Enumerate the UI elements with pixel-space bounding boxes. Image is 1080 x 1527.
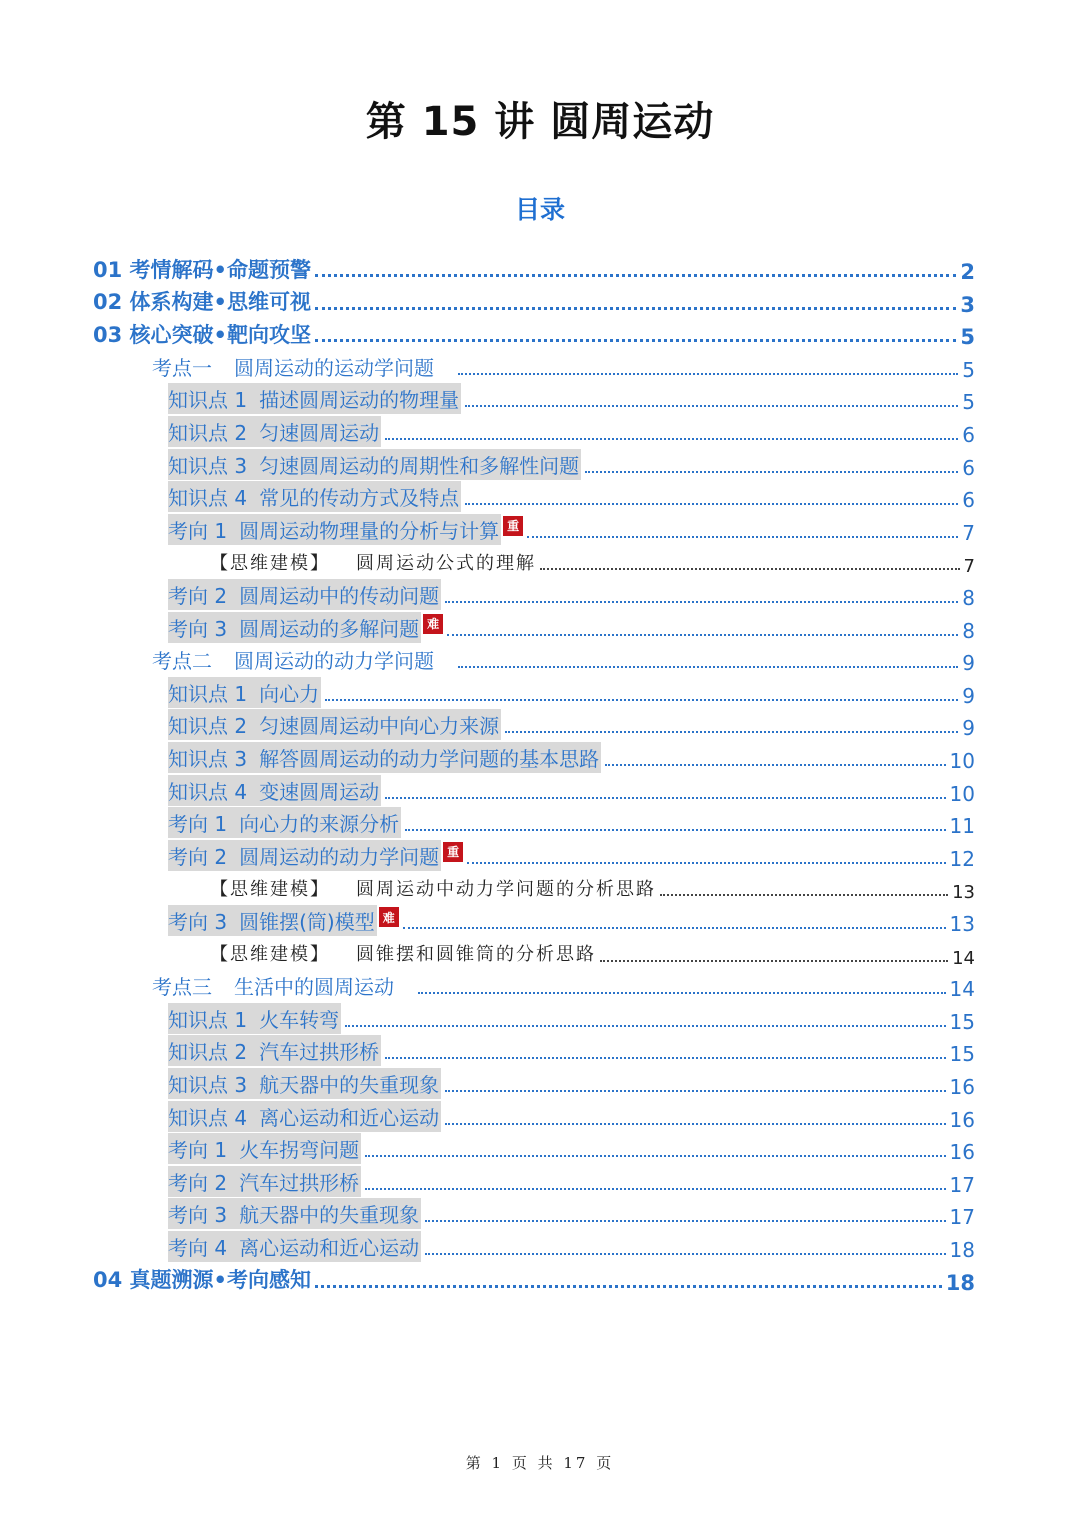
toc-entry-label [210, 938, 596, 969]
toc-page-number: 2 [960, 260, 975, 284]
toc-page-number: 8 [962, 618, 975, 643]
dot-leader [585, 471, 958, 473]
toc-entry-text: 圆周运动中的传动问题 [239, 584, 440, 608]
toc-entry-label [168, 1133, 361, 1164]
toc-entry-text: 火车转弯 [259, 1007, 340, 1032]
toc-entry[interactable] [168, 416, 975, 447]
dot-leader [445, 1123, 945, 1125]
toc-entry-text: 汽车过拱形桥 [259, 1040, 380, 1065]
toc-entry-label [168, 905, 377, 936]
dot-leader [447, 634, 958, 636]
toc-entry-text: 圆锥摆和圆锥筒的分析思路 [356, 944, 596, 966]
toc-entry-label [168, 807, 401, 838]
dot-leader [365, 1188, 945, 1190]
toc-entry-label [93, 1264, 311, 1295]
badge-icon: 重 [443, 842, 463, 862]
toc-entry-text: 火车拐弯问题 [239, 1138, 360, 1163]
dot-leader [385, 797, 945, 799]
dot-leader [540, 568, 960, 570]
toc-page-number: 13 [949, 912, 975, 936]
toc-entry-number: 考点一 [152, 355, 212, 380]
toc-entry-number: 知识点 3 [168, 1073, 248, 1097]
toc-model-entry[interactable] [210, 938, 975, 969]
toc-page-number: 10 [949, 749, 975, 773]
toc-entry-text: 匀速圆周运动中向心力来源 [259, 714, 500, 739]
toc-entry[interactable] [168, 579, 975, 610]
toc-entry-text: 汽车过拱形桥 [239, 1170, 360, 1195]
dot-leader [365, 1155, 945, 1157]
toc-entry-number: 知识点 4 [168, 779, 248, 804]
toc-entry[interactable] [168, 677, 975, 708]
toc-entry-number: 考向 3 [168, 1203, 228, 1228]
toc-entry-label [168, 1101, 441, 1132]
toc-entry-text: 圆周运动的多解问题 [239, 616, 420, 641]
toc-page-number: 11 [949, 814, 975, 839]
toc-entry-number: 知识点 2 [168, 714, 248, 739]
toc-entry-label [152, 644, 434, 675]
toc-entry-text: 圆周运动的动力学问题 [234, 649, 434, 674]
toc-entry-text: 解答圆周运动的动力学问题的基本思路 [259, 747, 600, 771]
dot-leader [660, 894, 948, 896]
toc-page-number: 17 [949, 1172, 975, 1197]
toc-entry-number: 知识点 4 [168, 1105, 248, 1130]
toc-entry-label [168, 1166, 361, 1197]
toc-entry-number: 【思维建模】 [210, 552, 330, 574]
toc-entry-label [168, 416, 381, 447]
toc-entry-text: 向心力 [259, 681, 320, 706]
toc-entry-text: 航天器中的失重现象 [239, 1203, 420, 1228]
toc-entry-label [168, 579, 441, 610]
toc-entry-label [168, 449, 581, 480]
toc-model-entry[interactable] [210, 546, 975, 577]
toc-entry-number: 考向 2 [168, 584, 228, 608]
toc-entry-text: 向心力的来源分析 [239, 812, 400, 837]
toc-entry[interactable] [168, 1003, 975, 1034]
toc-entry-number: 知识点 1 [168, 681, 248, 706]
toc-entry-number: 知识点 1 [168, 388, 248, 413]
toc-entry[interactable] [168, 840, 975, 871]
dot-leader [467, 862, 945, 864]
toc-entry-number: 【思维建模】 [210, 878, 330, 900]
toc-entry-label [168, 1035, 381, 1066]
toc-entry-label [210, 872, 656, 903]
dot-leader [325, 699, 958, 701]
toc-entry-number: 知识点 3 [168, 747, 248, 771]
toc-entry-label [168, 1198, 421, 1229]
toc-page-number: 8 [962, 586, 975, 610]
toc-entry-text: 描述圆周运动的物理量 [259, 388, 460, 413]
dot-leader [315, 339, 956, 342]
toc-page-number: 6 [962, 488, 975, 513]
dot-leader [385, 438, 958, 440]
toc-page-number: 6 [962, 455, 975, 480]
dot-leader [345, 1025, 945, 1027]
toc-entry-label [152, 351, 434, 382]
dot-leader [600, 960, 948, 962]
toc-entry-text: 03 核心突破•靶向攻坚 [93, 322, 311, 347]
dot-leader [315, 274, 956, 277]
toc-entry[interactable] [152, 644, 975, 675]
toc-entry-number: 考向 4 [168, 1236, 228, 1260]
toc-entry-text: 离心运动和近心运动 [259, 1105, 440, 1130]
toc-entry[interactable] [168, 514, 975, 545]
toc-entry-text: 圆周运动的动力学问题 [239, 844, 440, 869]
toc-entry-text: 变速圆周运动 [259, 779, 380, 804]
dot-leader [465, 405, 958, 407]
dot-leader [605, 764, 945, 766]
toc-entry-text: 常见的传动方式及特点 [259, 486, 460, 511]
toc-entry-number: 知识点 1 [168, 1007, 248, 1032]
toc-entry-text: 圆周运动公式的理解 [356, 552, 536, 574]
toc-entry[interactable] [168, 449, 975, 480]
toc-page-number: 6 [962, 423, 975, 447]
toc-entry-text: 01 考情解码•命题预警 [93, 257, 311, 282]
toc-page-number: 7 [962, 520, 975, 545]
dot-leader [315, 307, 956, 310]
toc-entry-number: 【思维建模】 [210, 944, 330, 966]
toc-entry[interactable] [168, 612, 975, 643]
toc-entry-number: 考向 2 [168, 1170, 228, 1195]
toc-entry-label [152, 970, 394, 1001]
toc-section-entry[interactable] [93, 318, 975, 349]
toc-entry[interactable] [168, 807, 975, 838]
toc-entry-number: 考向 3 [168, 616, 228, 641]
toc-heading: 目录 [514, 195, 565, 224]
toc-entry-label [168, 742, 601, 773]
toc-entry[interactable] [168, 481, 975, 512]
toc-page-number: 5 [962, 390, 975, 415]
toc-page-number: 5 [960, 325, 975, 350]
toc-page-number: 14 [952, 947, 975, 969]
toc-page-number: 16 [949, 1107, 975, 1132]
toc-page-number: 15 [949, 1042, 975, 1067]
toc-entry[interactable] [152, 351, 975, 382]
toc-entry-number: 考向 1 [168, 518, 228, 543]
dot-leader [418, 992, 946, 994]
toc-entry-number: 考点二 [152, 649, 212, 674]
toc-page-number: 13 [952, 882, 975, 904]
toc-section-entry[interactable] [93, 1264, 975, 1295]
toc-entry-text: 02 体系构建•思维可视 [93, 290, 311, 315]
dot-leader [445, 601, 958, 603]
page-footer: 第 1 页 共 17 页 [465, 1454, 615, 1472]
toc-entry-label [168, 383, 461, 414]
toc-entry-text: 航天器中的失重现象 [259, 1073, 440, 1097]
toc-entry[interactable] [168, 1035, 975, 1066]
badge-icon: 难 [379, 907, 399, 927]
toc-page-number: 17 [949, 1205, 975, 1230]
dot-leader [505, 731, 958, 733]
toc-entry[interactable] [168, 1133, 975, 1164]
toc-page-number: 3 [960, 292, 975, 317]
toc-section-entry[interactable] [93, 253, 975, 284]
page-title: 第 15 讲 圆周运动 [365, 99, 715, 145]
toc-entry-label [168, 709, 501, 740]
toc-entry[interactable] [152, 970, 975, 1001]
toc-entry-number: 知识点 4 [168, 486, 248, 511]
dot-leader [458, 666, 958, 668]
toc-entry-text: 圆周运动的运动学问题 [234, 355, 434, 380]
toc-entry-label [168, 1231, 421, 1262]
toc-entry-label [168, 677, 321, 708]
toc-entry-number: 知识点 2 [168, 421, 248, 445]
badge-icon: 重 [503, 516, 523, 536]
toc-entry[interactable] [168, 1101, 975, 1132]
toc-entry-number: 考点三 [152, 975, 212, 1000]
toc-entry[interactable] [168, 775, 975, 806]
toc-entry-label [93, 318, 311, 349]
dot-leader [465, 503, 958, 505]
toc-page-number: 10 [949, 781, 975, 806]
toc-page-number: 16 [949, 1075, 975, 1099]
toc-entry-label [168, 1003, 341, 1034]
toc-entry-number: 考向 1 [168, 1138, 228, 1163]
toc-entry-text: 生活中的圆周运动 [234, 975, 394, 1000]
toc-entry-number: 考向 1 [168, 812, 228, 837]
toc-entry-number: 知识点 2 [168, 1040, 248, 1065]
toc-page-number: 16 [949, 1140, 975, 1165]
toc-entry[interactable] [168, 905, 975, 936]
toc-entry-label [93, 286, 311, 317]
dot-leader [315, 1285, 942, 1288]
toc-page-number: 18 [945, 1270, 975, 1295]
toc-entry-number: 考向 3 [168, 910, 228, 934]
toc-entry[interactable] [168, 1231, 975, 1262]
toc-page-number: 18 [949, 1238, 975, 1262]
dot-leader [403, 927, 946, 929]
toc-entry-label [210, 546, 536, 577]
dot-leader [425, 1220, 945, 1222]
toc-entry-text: 匀速圆周运动的周期性和多解性问题 [259, 453, 580, 478]
toc-entry-text: 圆周运动物理量的分析与计算 [239, 518, 500, 543]
toc-model-entry[interactable] [210, 872, 975, 903]
toc-entry-label [168, 481, 461, 512]
toc-entry-label [168, 514, 501, 545]
toc-entry-number: 考向 2 [168, 844, 228, 869]
toc-entry-label [168, 840, 441, 871]
toc-page-number: 9 [962, 716, 975, 741]
toc-entry-text: 圆锥摆(筒)模型 [239, 910, 375, 934]
toc-page-number: 15 [949, 1009, 975, 1034]
toc-entry[interactable] [168, 742, 975, 773]
toc-page-number: 12 [949, 846, 975, 871]
badge-icon: 难 [423, 614, 443, 634]
dot-leader [527, 536, 958, 538]
toc-entry-label [168, 612, 421, 643]
toc-section-entry[interactable] [93, 286, 975, 317]
dot-leader [385, 1057, 945, 1059]
toc-entry[interactable] [168, 383, 975, 414]
toc-entry[interactable] [168, 1166, 975, 1197]
toc-entry-text: 离心运动和近心运动 [239, 1236, 420, 1260]
toc-page-number: 9 [962, 651, 975, 676]
dot-leader [425, 1253, 945, 1255]
toc-entry-label [93, 253, 311, 284]
toc-entry-text: 匀速圆周运动 [259, 421, 380, 445]
toc-page-number: 9 [962, 683, 975, 708]
dot-leader [445, 1090, 945, 1092]
toc-entry[interactable] [168, 1068, 975, 1099]
toc-entry-text: 04 真题溯源•考向感知 [93, 1268, 311, 1293]
toc-page-number: 7 [963, 556, 975, 578]
toc-entry-number: 知识点 3 [168, 453, 248, 478]
toc-entry-text: 圆周运动中动力学问题的分析思路 [356, 878, 656, 900]
toc-page-number: 14 [949, 977, 975, 1002]
toc-page-number: 5 [962, 357, 975, 382]
dot-leader [405, 829, 945, 831]
toc-entry-label [168, 1068, 441, 1099]
toc-entry[interactable] [168, 709, 975, 740]
toc-entry[interactable] [168, 1198, 975, 1229]
toc-entry-label [168, 775, 381, 806]
dot-leader [458, 373, 958, 375]
